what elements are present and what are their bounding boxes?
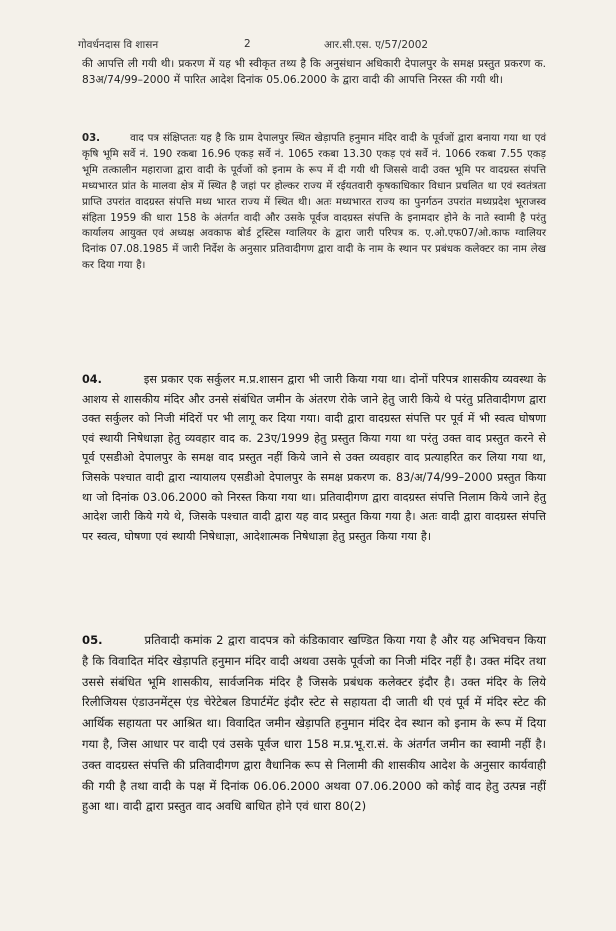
paragraph-text: की आपत्ति ली गयी थी। प्रकरण में यह भी स्वीकृत तथ्य है कि अनुसंधान अधिकारी देपालपुर के समक्ष प्रस्तुत प्रकरण क. 83अ/74/99–2000 में पारित आदेश दिनांक 05.06.2000 के द्वारा वादी की आपत्ति निरस्त की गयी थी। xyxy=(82,58,546,87)
paragraph-number: 04. xyxy=(82,373,102,386)
paragraph-04 xyxy=(82,370,546,546)
header-case-number: आर.सी.एस. ए/57/2002 xyxy=(324,39,429,51)
paragraph-05 xyxy=(82,630,546,817)
header-page-number: 2 xyxy=(244,38,251,50)
paragraph-number: 03. xyxy=(82,133,101,144)
paragraph-continuation xyxy=(82,56,546,88)
paragraph-text: प्रतिवादी कमांक 2 द्वारा वादपत्र को कंडिकावार खण्डित किया गया है और यह अभिवचन किया है कि विवादित मंदिर खेड़ापति हनुमान मंदिर वादी अथवा उसके पूर्वजो का निजी मंदिर नहीं है। उक्त मंदिर तथा उससे संबंधित भूमि शासकीय, सार्वजनिक मंदिर है जिसके प्रबंधक कलेक्टर इंदौर है। उक्त मंदिर के लिये रिलीजियस एंडाउनमेंट्स एंड चेरेटेबल डिपार्टमेंट इंदौर स्टेट से सहायता दी जाती थी एवं पूर्व में मंदिर स्टेट की आर्थिक सहायता पर आश्रित था। विवादित जमीन खेड़ापति हनुमान मंदिर देव स्थान को इनाम के रूप में दिया गया है, जिस आधार पर वादी एवं उसके पूर्वज धारा 158 म.प्र.भू.रा.सं. के अंतर्गत जमीन का स्वामी नहीं है। उक्त वादग्रस्त संपत्ति की प्रतिवादीगण द्वारा वैधानिक रूप से निलामी की शासकीय आदेश के अनुसार कार्यवाही की गयी है तथा वादी के पक्ष में दिनांक 06.06.2000 अथवा 07.06.2000 को कोई वाद हेतु उत्पन्न नहीं हुआ था। वादी द्वारा प्रस्तुत वाद अवधि बाधित होने एवं धारा 80(2) xyxy=(82,633,546,814)
paragraph-number: 05. xyxy=(82,633,103,647)
header-party-names: गोवर्धनदास वि शासन xyxy=(78,39,159,51)
paragraph-text: वाद पत्र संक्षिप्ततः यह है कि ग्राम देपालपुर स्थित खेड़ापति हनुमान मंदिर वादी के पूर्वजों द्वारा बनाया गया था एवं कृषि भूमि सर्वे नं. 190 रकबा 16.96 एकड़ सर्वे नं. 1065 रकबा 13.30 एकड़ एवं सर्वे नं. 1066 रकबा 7.55 एकड़ भूमि तत्कालीन महाराजा द्वारा वादी के पूर्वजों को इनाम के रूप में दी गयी थी जिससे वादी उक्त भूमि पर वादग्रस्त संपत्ति मध्यभारत प्रांत के मालवा क्षेत्र में स्थित है जहां पर होल्कर राज्य में रईयतवारी कृषकाधिकार विधान प्रचलित था एवं स्वतंत्रता प्राप्ति उपरांत वादग्रस्त संपत्ति मध्य भारत राज्य में स्थित थी। अतः मध्यभारत राज्य का पुनर्गठन उपरांत मध्यप्रदेश भूराजस्व संहिता 1959 की धारा 158 के अंतर्गत वादी और उसके पूर्वज वादग्रस्त संपत्ति के इनामदार होने के नाते स्वामी है परंतु कार्यालय आयुक्त एवं अध्यक्ष अवकाफ बोर्ड ट्रस्टिस ग्वालियर के द्वारा जारी परिपत्र क. ए.ओ.एफ07/ओ.काफ ग्वालियर दिनांक 07.08.1985 में जारी निर्देश के अनुसार प्रतिवादीगण द्वारा वादी के नाम के स्थान पर प्रबंधक कलेक्टर का नाम लेख कर दिया गया है। xyxy=(82,133,546,272)
paragraph-text: इस प्रकार एक सर्कुलर म.प्र.शासन द्वारा भी जारी किया गया था। दोनों परिपत्र शासकीय व्यवस्था के आशय से शासकीय मंदिर और उनसे संबंधित जमीन के अंतरण रोके जाने हेतु जारी किये थे परंतु प्रतिवादीगण द्वारा उक्त सर्कुलर को निजी मंदिरों पर भी लागू कर दिया गया। वादी द्वारा वादग्रस्त संपत्ति पर पूर्व में भी स्वत्व घोषणा एवं स्थायी निषेधाज्ञा हेतु व्यवहार वाद क. 23ए/1999 हेतु प्रस्तुत किया गया था परंतु उक्त वाद प्रस्तुत करने से पूर्व एसडीओ देपालपुर के समक्ष वाद प्रस्तुत नहीं किये जाने से उक्त व्यवहार वाद प्रत्याहरित कर लिया गया था, जिसके पश्चात वादी द्वारा न्यायालय एसडीओ देपालपुर के समक्ष प्रकरण क. 83/अ/74/99–2000 प्रस्तुत किया था जो दिनांक 03.06.2000 को निरस्त किया गया था। प्रतिवादीगण द्वारा वादग्रस्त संपत्ति निलाम किये जाने हेतु आदेश जारी किये गये थे, जिसके पश्चात वादी द्वारा यह वाद प्रस्तुत किया गया है। अतः वादी द्वारा वादग्रस्त संपत्ति पर स्वत्व, घोषणा एवं स्थायी निषेधाज्ञा, आदेशात्मक निषेधाज्ञा हेतु प्रस्तुत किया गया है। xyxy=(82,373,546,543)
paragraph-03 xyxy=(82,131,546,274)
